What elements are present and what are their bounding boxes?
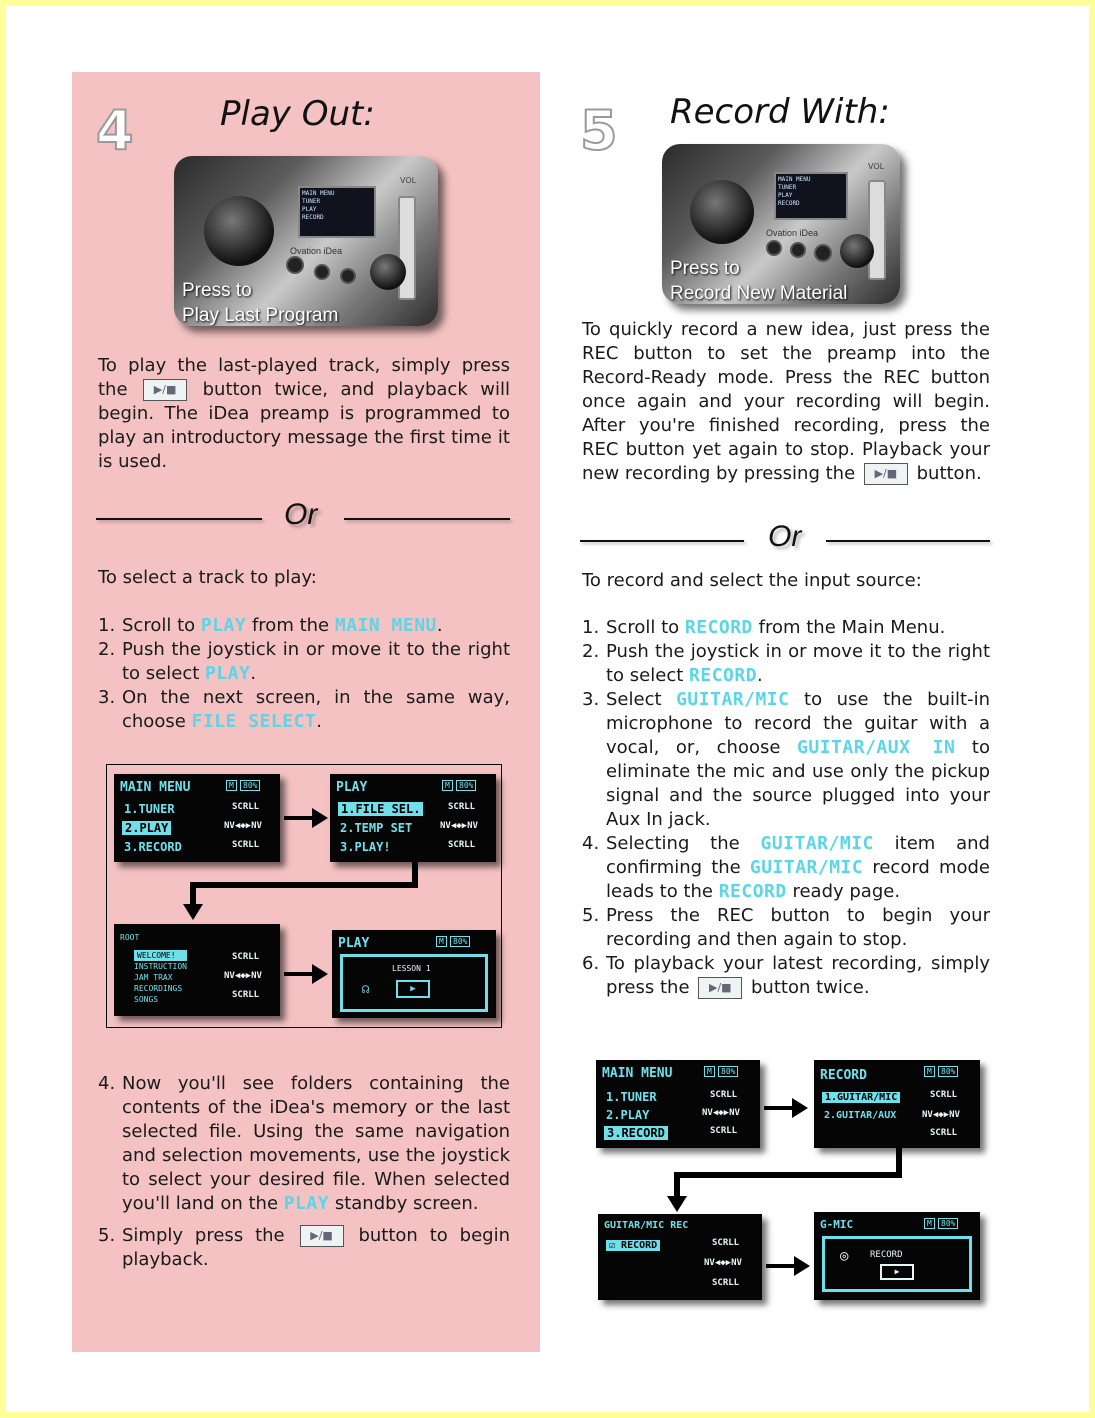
folder-item-selected: WELCOME! — [134, 950, 187, 961]
menu-item: 3.RECORD — [124, 840, 182, 854]
mode-badge: M — [436, 936, 447, 947]
keyword: MAIN MENU — [334, 615, 437, 636]
list-item — [582, 688, 990, 832]
brand-label: Ovation iDea — [766, 228, 819, 238]
list-item — [98, 1072, 510, 1216]
nav-hint: NV◀◆▶NV — [440, 821, 478, 831]
battery-indicator: 80% — [240, 780, 260, 791]
step-text: ready page. — [792, 881, 901, 902]
preamp-lcd-image — [774, 172, 848, 220]
arrow-head — [794, 1256, 810, 1276]
lcd-line: RECORD — [778, 200, 800, 207]
connector-line — [674, 1172, 902, 1178]
play-icon: ▶ — [880, 1264, 914, 1280]
step-text: Select — [606, 689, 662, 710]
battery-indicator: 80% — [938, 1066, 958, 1077]
keyword: GUITAR/MIC — [676, 689, 790, 710]
step-number: 6. — [582, 953, 600, 974]
step-text: button twice. — [751, 977, 870, 998]
step-text: item and confirming the — [606, 833, 990, 878]
play-last-paragraph — [98, 354, 510, 474]
brand-label: Ovation iDea — [290, 246, 343, 256]
microphone-icon: ◎ — [840, 1248, 849, 1264]
photo-caption — [670, 256, 847, 304]
step-text: . — [316, 711, 322, 732]
step-number: 1. — [98, 615, 116, 636]
folder-title: ROOT — [120, 933, 140, 942]
scroll-hint: SCRLL — [930, 1128, 958, 1138]
play-steps-list — [98, 614, 510, 734]
screen-title: PLAY — [336, 780, 368, 795]
record-label: RECORD — [870, 1250, 903, 1260]
arrow-head — [667, 1196, 687, 1212]
step-number: 5. — [582, 905, 600, 926]
step-text: Push the joystick in or move it to the right to select — [122, 639, 510, 684]
screen-title: MAIN MENU — [602, 1066, 673, 1081]
scroll-hint: SCRLL — [448, 840, 476, 850]
paragraph-text-pre: To quickly record a new idea, just press the REC button to set the preamp into the Record-Ready mode. Press the REC button once again and your recording will begin. After you're finished recording, press the REC button yet again to stop. Playback your new recording by pressing the — [582, 319, 990, 484]
step-text: standby screen. — [334, 1193, 479, 1214]
keyword: RECORD — [689, 665, 758, 686]
paragraph-text-post: button twice, and playback will begin. The iDea preamp is programmed to play an introductory message the first time it is used. — [98, 379, 510, 472]
step-text: To playback your latest recording, simply press the — [606, 953, 990, 998]
step-text: Now you'll see folders containing the contents of the iDea's memory or the last selected file. Using the same navigation and selection movements, use the joystick to select your desired file. When selected you'll land on the — [122, 1073, 510, 1214]
nav-hint: NV◀◆▶NV — [702, 1108, 740, 1118]
or-divider-left — [96, 498, 516, 538]
keyword: RECORD — [684, 617, 753, 638]
joystick-image — [370, 254, 406, 290]
step-text: from the Main Menu. — [758, 617, 946, 638]
list-item — [582, 952, 990, 1000]
arrow-right — [284, 972, 314, 976]
step-text: button to begin playback. — [122, 1225, 510, 1270]
volume-slider-image — [868, 180, 886, 280]
folder-item: SONGS — [134, 995, 159, 1004]
arrow-head — [312, 964, 328, 984]
lcd-play-menu — [330, 774, 496, 862]
play-steps-list-continued — [98, 1072, 510, 1272]
lcd-line: TUNER — [778, 184, 797, 191]
divider-line — [344, 518, 510, 520]
play-stop-button-glyph: ▶/■ — [300, 1225, 344, 1247]
menu-item-selected: ☑ RECORD — [606, 1240, 660, 1251]
keyword: GUITAR/MIC — [760, 833, 874, 854]
step-text: On the next screen, in the same way, choose — [122, 687, 510, 732]
play-stop-button-glyph: ▶/■ — [143, 379, 187, 401]
lcd-line: PLAY — [778, 192, 793, 199]
play-button-image — [766, 240, 782, 256]
photo-caption-line1: Press to — [182, 280, 252, 301]
scroll-hint: SCRLL — [232, 802, 260, 812]
select-track-intro: To select a track to play: — [98, 567, 317, 588]
nav-hint: NV◀◆▶NV — [704, 1258, 742, 1268]
scroll-hint: SCRLL — [712, 1238, 740, 1248]
list-item — [98, 614, 510, 638]
screen-title: RECORD — [820, 1068, 867, 1083]
mode-badge: M — [704, 1066, 715, 1077]
step-text: . — [757, 665, 763, 686]
step-number: 2. — [98, 639, 116, 660]
record-steps-list — [582, 616, 990, 1000]
step-number: 4. — [98, 1073, 116, 1094]
step-number-5: 5 — [580, 99, 618, 162]
lcd-line: TUNER — [302, 198, 321, 205]
paragraph-text-post: button. — [916, 463, 982, 484]
headphones-icon: ☊ — [362, 982, 370, 996]
list-item — [582, 904, 990, 952]
folder-item: INSTRUCTION — [134, 962, 187, 971]
scroll-hint: SCRLL — [232, 840, 260, 850]
list-item — [98, 638, 510, 686]
or-divider-right — [580, 520, 1000, 560]
menu-item-selected: 3.RECORD — [604, 1126, 668, 1140]
list-item — [98, 686, 510, 734]
scroll-hint: SCRLL — [710, 1090, 738, 1100]
vol-label: VOL — [400, 176, 417, 185]
step-number: 5. — [98, 1225, 116, 1246]
preamp-photo-play — [174, 156, 438, 326]
step-text: Push the joystick in or move it to the right to select — [606, 641, 990, 686]
paragraph-text-pre: To play the last-played track, simply press the — [98, 355, 510, 400]
list-item — [582, 832, 990, 904]
play-icon: ▶ — [396, 980, 430, 998]
mode-badge: M — [924, 1218, 935, 1229]
arrow-right — [764, 1106, 794, 1110]
mode-badge: M — [924, 1066, 935, 1077]
nav-hint: NV◀◆▶NV — [224, 971, 262, 981]
battery-indicator: 80% — [718, 1066, 738, 1077]
keyword: GUITAR/MIC — [749, 857, 864, 878]
step-text: . — [436, 615, 443, 636]
scroll-hint: SCRLL — [712, 1278, 740, 1288]
menu-item: 2.PLAY — [606, 1108, 650, 1122]
list-item — [582, 616, 990, 640]
step-number-4: 4 — [96, 99, 134, 162]
or-label: Or — [284, 498, 318, 531]
mode-badge: M — [226, 780, 237, 791]
screen-title: GUITAR/MIC REC — [604, 1220, 689, 1231]
lcd-main-menu-left — [114, 774, 280, 862]
folder-item: RECORDINGS — [134, 984, 183, 993]
preamp-lcd-image — [298, 186, 376, 238]
section-title-play-out: Play Out: — [220, 94, 375, 134]
battery-indicator: 80% — [456, 780, 476, 791]
menu-item: 2.GUITAR/AUX — [824, 1110, 897, 1121]
manual-page — [6, 6, 1089, 1412]
mode-badge: M — [442, 780, 453, 791]
vol-label: VOL — [868, 162, 885, 171]
nav-hint: NV◀◆▶NV — [224, 821, 262, 831]
scroll-hint: SCRLL — [232, 952, 260, 962]
connector-line — [674, 1172, 680, 1198]
divider-line — [826, 540, 990, 542]
scroll-hint: SCRLL — [232, 990, 260, 1000]
lcd-g-mic — [814, 1212, 980, 1300]
menu-item-selected: 1.FILE SEL. — [338, 802, 423, 816]
or-label: Or — [768, 520, 802, 553]
nav-hint: NV◀◆▶NV — [922, 1110, 960, 1120]
step-number: 3. — [98, 687, 116, 708]
step-text: . — [250, 663, 257, 684]
step-text: Simply press the — [122, 1225, 285, 1246]
rec-button-image — [340, 268, 356, 284]
scroll-hint: SCRLL — [710, 1126, 738, 1136]
arrow-right — [766, 1264, 796, 1268]
lcd-guitar-mic-rec — [598, 1214, 762, 1300]
step-text: to use the built-in microphone to record the guitar with a vocal, or, choose — [606, 689, 990, 758]
menu-item: 1.TUNER — [606, 1090, 657, 1104]
step-text: from the — [251, 615, 330, 636]
menu-item: 3.PLAY! — [340, 840, 391, 854]
play-stop-button-glyph: ▶/■ — [864, 463, 908, 485]
section-title-record-with: Record With: — [670, 92, 890, 132]
keyword: PLAY — [205, 663, 251, 684]
lcd-line: RECORD — [302, 214, 324, 221]
keyword: PLAY — [283, 1193, 330, 1214]
photo-caption — [182, 278, 338, 326]
list-item — [98, 1224, 510, 1272]
divider-line — [580, 540, 744, 542]
jack-image — [204, 196, 274, 266]
divider-line — [96, 518, 262, 520]
arrow-head — [792, 1098, 808, 1118]
connector-line — [190, 882, 196, 906]
folder-tree — [134, 950, 187, 1005]
preamp-photo-record — [662, 144, 900, 304]
photo-caption-line2: Record New Material — [670, 283, 848, 304]
step-text: Scroll to — [122, 615, 196, 636]
arrow-head — [183, 904, 203, 920]
keyword: PLAY — [200, 615, 247, 636]
menu-item: 1.TUNER — [124, 802, 175, 816]
battery-indicator: 80% — [450, 936, 470, 947]
keyword: FILE SELECT — [191, 711, 317, 732]
step-text: record mode leads to the — [606, 857, 990, 902]
screen-title: MAIN MENU — [120, 780, 191, 795]
menu-item-selected: 2.PLAY — [122, 821, 171, 835]
step-number: 2. — [582, 641, 600, 662]
menu-item-label: RECORD — [621, 1240, 658, 1251]
folder-item: JAM TRAX — [134, 973, 173, 982]
arrow-head — [312, 808, 328, 828]
lcd-line: MAIN MENU — [778, 176, 811, 183]
screen-title: G-MIC — [820, 1218, 854, 1231]
file-name: LESSON 1 — [392, 964, 431, 973]
lcd-line: MAIN MENU — [302, 190, 335, 197]
play-button-image — [286, 256, 304, 274]
step-number: 4. — [582, 833, 600, 854]
photo-caption-line2: Play Last Program — [182, 305, 339, 326]
lcd-line: PLAY — [302, 206, 317, 213]
record-source-intro: To record and select the input source: — [582, 570, 922, 591]
step-text: to eliminate the mic and use only the pickup signal and the source plugged into your Aux In jack. — [606, 737, 990, 830]
menu-item: 2.TEMP SET — [340, 821, 413, 835]
lcd-record-menu — [814, 1060, 980, 1148]
list-item — [582, 640, 990, 688]
keyword: GUITAR/AUX IN — [797, 737, 956, 758]
step-text: Press the REC button to begin your recording and then again to stop. — [606, 905, 990, 950]
scroll-hint: SCRLL — [930, 1090, 958, 1100]
quick-record-paragraph — [582, 318, 990, 486]
connector-line — [190, 882, 418, 888]
play-stop-button-glyph: ▶/■ — [698, 977, 742, 999]
step-text: Scroll to — [606, 617, 680, 638]
step-number: 1. — [582, 617, 600, 638]
step-number: 3. — [582, 689, 600, 710]
lcd-root-folder — [114, 924, 280, 1016]
keyword: RECORD — [718, 881, 787, 902]
step-text: Selecting the — [606, 833, 740, 854]
photo-caption-line1: Press to — [670, 258, 740, 279]
lcd-main-menu-right — [596, 1060, 760, 1148]
menu-item-selected: 1.GUITAR/MIC — [822, 1092, 900, 1103]
jack-image — [690, 180, 754, 244]
scroll-hint: SCRLL — [448, 802, 476, 812]
lcd-play-standby — [332, 930, 496, 1018]
arrow-right — [284, 816, 314, 820]
screen-title: PLAY — [338, 936, 370, 951]
battery-indicator: 80% — [938, 1218, 958, 1229]
